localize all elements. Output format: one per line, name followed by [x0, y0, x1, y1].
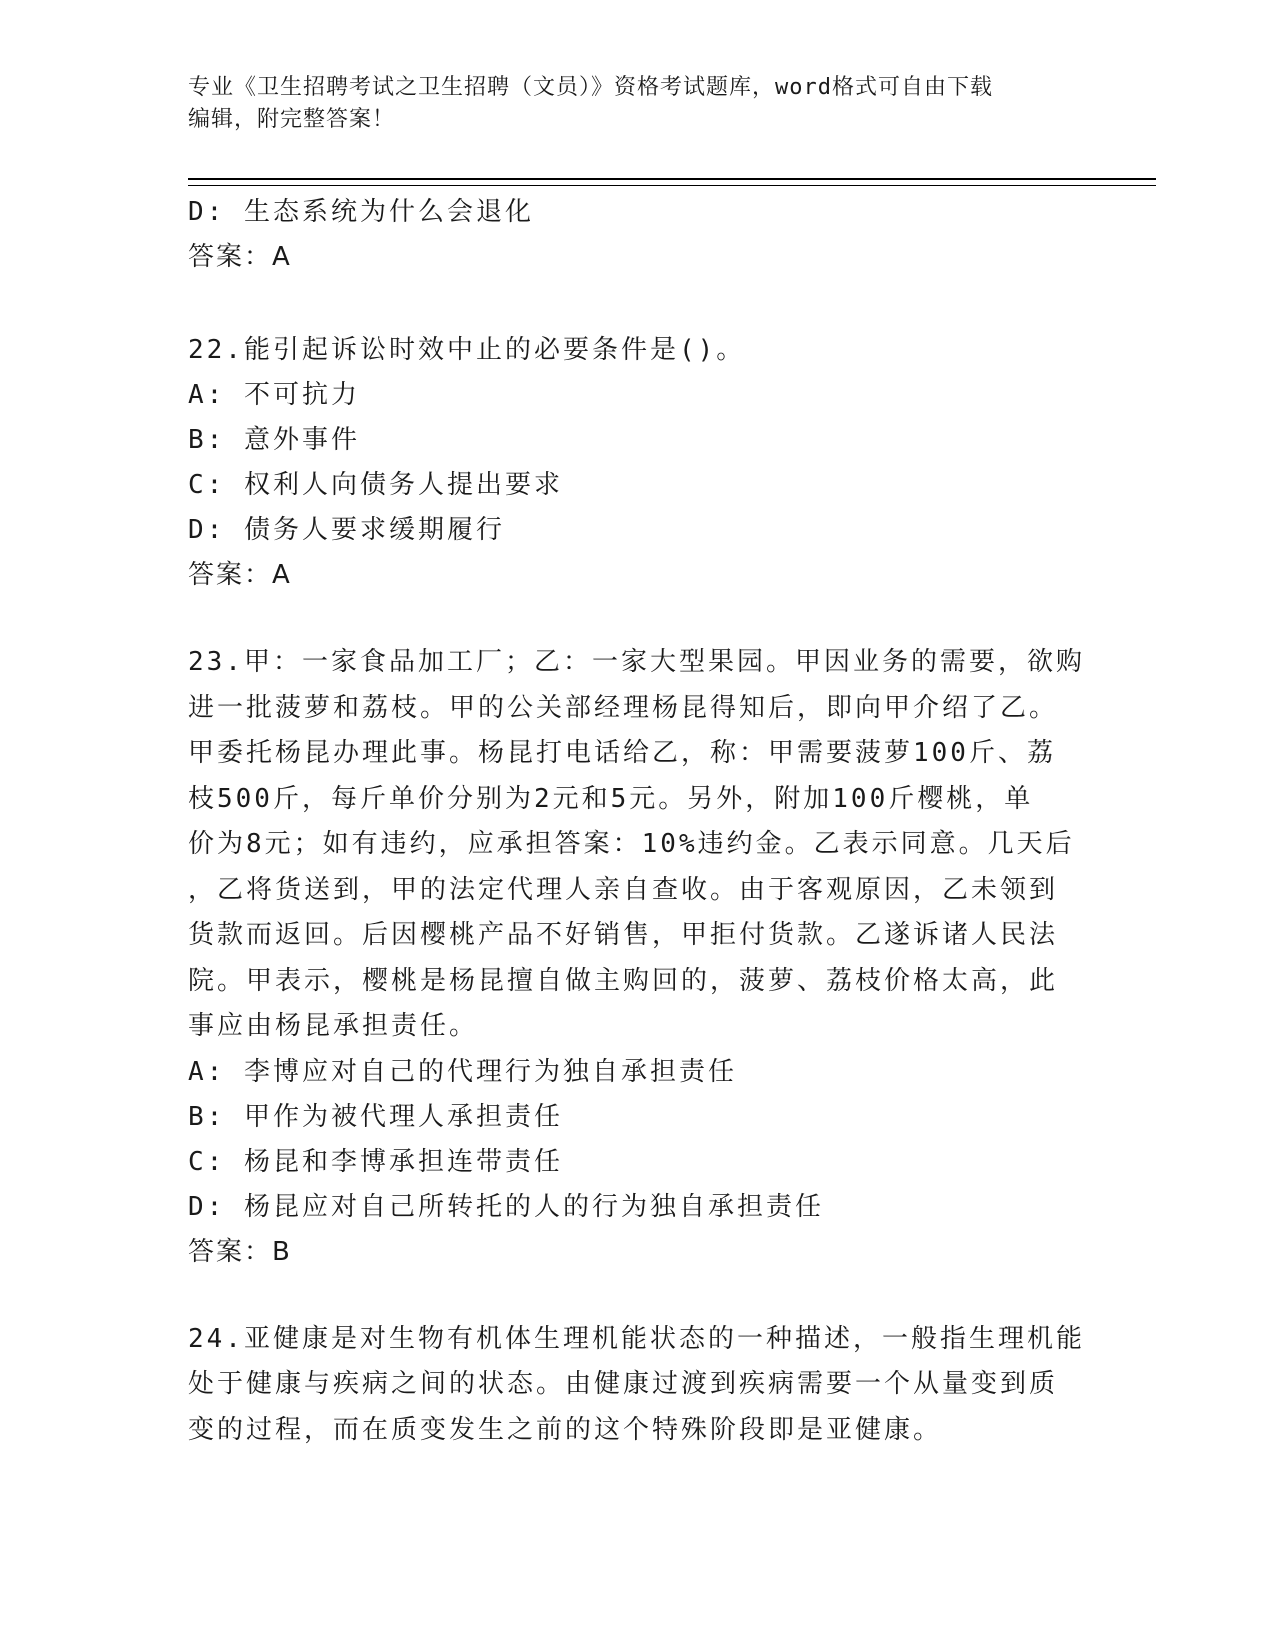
option-b: B: 意外事件	[188, 425, 360, 455]
header-line-1: 专业《卫生招聘考试之卫生招聘（文员）》资格考试题库，word格式可自由下载	[188, 75, 993, 100]
question-stem	[188, 1317, 1085, 1454]
stem-line: 变的过程，而在质变发生之前的这个特殊阶段即是亚健康。	[188, 1414, 943, 1445]
stem-line: 价为8元；如有违约，应承担答案：10%违约金。乙表示同意。几天后	[188, 829, 1075, 859]
option-c: C: 杨昆和李博承担连带责任	[188, 1146, 563, 1177]
option-d: D: 杨昆应对自己所转托的人的行为独自承担责任	[188, 1191, 824, 1222]
stem-line: 事应由杨昆承担责任。	[188, 1011, 479, 1041]
stem-line: 进一批菠萝和荔枝。甲的公关部经理杨昆得知后，即向甲介绍了乙。	[188, 692, 1059, 723]
stem-line: 枝500斤，每斤单价分别为2元和5元。另外，附加100斤樱桃，单	[188, 783, 1034, 814]
stem-line: 24.亚健康是对生物有机体生理机能状态的一种描述，一般指生理机能	[188, 1323, 1085, 1354]
option-a: A: 李博应对自己的代理行为独自承担责任	[188, 1056, 737, 1087]
header-line-2: 编辑，附完整答案！	[188, 107, 396, 132]
question-stem	[188, 640, 1085, 1050]
stem-line: 处于健康与疾病之间的状态。由健康过渡到疾病需要一个从量变到质	[188, 1369, 1059, 1399]
option-d: D: 债务人要求缓期履行	[188, 515, 505, 545]
stem-line: ，乙将货送到，甲的法定代理人亲自查收。由于客观原因，乙未领到	[188, 874, 1059, 905]
option-d: D: 生态系统为什么会退化	[188, 197, 534, 227]
document-header	[188, 72, 1088, 136]
option-c: C: 权利人向债务人提出要求	[188, 470, 563, 500]
option-a: A: 不可抗力	[188, 380, 360, 410]
answer-label: 答案：B	[188, 1236, 292, 1267]
stem-line: 院。甲表示，樱桃是杨昆擅自做主购回的，菠萝、荔枝价格太高，此	[188, 965, 1059, 996]
stem-line: 甲委托杨昆办理此事。杨昆打电话给乙，称：甲需要菠萝100斤、荔	[188, 738, 1056, 768]
answer-label: 答案：A	[188, 560, 292, 590]
answer-label: 答案：A	[188, 242, 292, 272]
stem-line: 23.甲：一家食品加工厂；乙：一家大型果园。甲因业务的需要，欲购	[188, 647, 1085, 677]
question-22	[188, 328, 1068, 598]
question-stem: 22.能引起诉讼时效中止的必要条件是()。	[188, 335, 746, 365]
option-b: B: 甲作为被代理人承担责任	[188, 1101, 563, 1132]
question-21	[188, 190, 1068, 280]
question-content	[188, 190, 1085, 1453]
stem-line: 货款而返回。后因樱桃产品不好销售，甲拒付货款。乙遂诉诸人民法	[188, 920, 1059, 950]
question-23	[188, 640, 1085, 1275]
header-divider	[188, 178, 1156, 186]
question-24	[188, 1317, 1085, 1454]
